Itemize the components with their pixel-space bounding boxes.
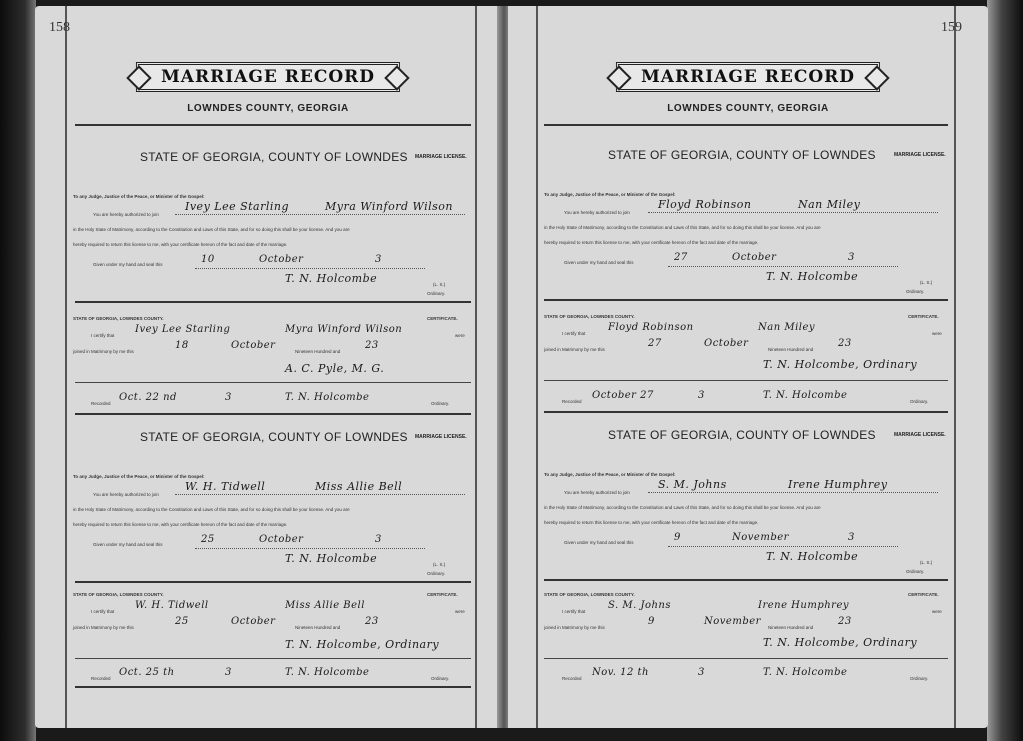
joined-day: 18 — [175, 340, 189, 351]
license-salutation: To any Judge, Justice of the Peace, or Minister of the Gospel: — [544, 472, 676, 477]
cert-bride: Irene Humphrey — [758, 600, 850, 611]
recorder-label: Ordinary. — [910, 399, 929, 404]
ordinary-label: Ordinary. — [427, 291, 446, 296]
groom-name: S. M. Johns — [658, 478, 727, 491]
authorized-text: You are hereby authorized to join — [93, 492, 159, 497]
date-line — [668, 254, 898, 267]
recorder-label: Ordinary. — [431, 676, 450, 681]
left-page — [35, 6, 501, 728]
recorded-year: 3 — [698, 667, 705, 678]
divider — [75, 413, 471, 415]
recorded-date: Oct. 25 th — [119, 667, 175, 678]
license-body-2: hereby required to return this license to me, with your certificate hereon of the fact and date of the marriage. — [544, 240, 759, 245]
divider — [75, 301, 471, 303]
bride-name: Myra Winford Wilson — [325, 200, 453, 213]
cert-heading: STATE OF GEORGIA, LOWNDES COUNTY. — [73, 316, 164, 321]
page-title: MARRIAGE RECORD — [640, 67, 856, 87]
cert-bride: Nan Miley — [758, 322, 816, 333]
page-margin-rule — [954, 6, 956, 728]
divider — [544, 579, 948, 581]
given-day: 10 — [201, 254, 215, 265]
officiant-signature: A. C. Pyle, M. G. — [285, 362, 385, 375]
bride-name: Nan Miley — [798, 198, 861, 211]
nineteen-text: Nineteen Hundred and — [295, 625, 341, 630]
ordinary-signature: T. N. Holcombe — [285, 272, 378, 285]
license-label: MARRIAGE LICENSE. — [894, 432, 946, 438]
given-month: October — [259, 534, 304, 545]
date-line — [195, 536, 425, 549]
recorder-label: Ordinary. — [431, 401, 450, 406]
license-heading: STATE OF GEORGIA, COUNTY OF LOWNDES — [140, 150, 408, 164]
joined-year: 23 — [365, 340, 379, 351]
were-text: were — [455, 609, 465, 614]
page-margin-rule — [65, 6, 67, 728]
cert-groom: W. H. Tidwell — [135, 600, 209, 611]
page-margin-rule — [475, 6, 477, 728]
ordinary-signature: T. N. Holcombe — [766, 270, 859, 283]
given-month: October — [259, 254, 304, 265]
authorized-text: You are hereby authorized to join — [93, 212, 159, 217]
given-month: November — [732, 532, 789, 543]
given-text: Given under my hand and seal this — [93, 542, 163, 547]
divider — [75, 382, 471, 383]
county-line: LOWNDES COUNTY, GEORGIA — [667, 103, 829, 114]
authorized-text: You are hereby authorized to join — [564, 210, 630, 215]
given-year: 3 — [848, 252, 855, 263]
certify-text: I certify that — [91, 609, 115, 614]
license-body-2: hereby required to return this license to me, with your certificate hereon of the fact and date of the marriage. — [544, 520, 759, 525]
joined-year: 23 — [838, 338, 852, 349]
joined-text: joined in Matrimony by me this — [73, 349, 134, 354]
joined-text: joined in Matrimony by me this — [544, 625, 605, 630]
joined-day: 27 — [648, 338, 662, 349]
cert-heading: STATE OF GEORGIA, LOWNDES COUNTY. — [73, 592, 164, 597]
cert-heading: STATE OF GEORGIA, LOWNDES COUNTY. — [544, 314, 635, 319]
nineteen-text: Nineteen Hundred and — [768, 347, 814, 352]
certify-text: I certify that — [91, 333, 115, 338]
given-month: October — [732, 252, 777, 263]
recorder-label: Ordinary. — [910, 676, 929, 681]
cert-bride: Myra Winford Wilson — [285, 324, 403, 335]
officiant-signature: T. N. Holcombe, Ordinary — [763, 358, 918, 371]
joined-month: October — [704, 338, 749, 349]
given-year: 3 — [375, 254, 382, 265]
recorder-signature: T. N. Holcombe — [763, 390, 848, 401]
joined-year: 23 — [365, 616, 379, 627]
were-text: were — [932, 609, 942, 614]
recorded-text: Recorded — [562, 399, 582, 404]
recorded-date: October 27 — [592, 390, 654, 401]
license-body: in the Holy State of Matrimony, according to the Constitution and Laws of this State, and for so doing this shall be your license. And you are — [544, 225, 821, 230]
ordinary-label: Ordinary. — [906, 289, 925, 294]
license-body: in the Holy State of Matrimony, according to the Constitution and Laws of this State, and for so doing this shall be your license. And you are — [544, 505, 821, 510]
cert-label: CERTIFICATE. — [908, 314, 939, 319]
groom-name: W. H. Tidwell — [185, 480, 266, 493]
date-line — [195, 256, 425, 269]
right-page — [508, 6, 988, 728]
were-text: were — [455, 333, 465, 338]
joined-year: 23 — [838, 616, 852, 627]
cert-label: CERTIFICATE. — [908, 592, 939, 597]
recorded-year: 3 — [225, 667, 232, 678]
license-salutation: To any Judge, Justice of the Peace, or Minister of the Gospel: — [73, 474, 205, 479]
joined-month: October — [231, 616, 276, 627]
ordinary-label: Ordinary. — [427, 571, 446, 576]
license-label: MARRIAGE LICENSE. — [415, 434, 467, 440]
ordinary-label: Ordinary. — [906, 569, 925, 574]
given-year: 3 — [848, 532, 855, 543]
license-label: MARRIAGE LICENSE. — [894, 152, 946, 158]
cert-heading: STATE OF GEORGIA, LOWNDES COUNTY. — [544, 592, 635, 597]
recorder-signature: T. N. Holcombe — [285, 392, 370, 403]
divider — [544, 658, 948, 659]
county-line: LOWNDES COUNTY, GEORGIA — [187, 103, 349, 114]
book-edge-left — [0, 0, 36, 741]
recorded-date: Oct. 22 nd — [119, 392, 177, 403]
joined-month: November — [704, 616, 761, 627]
ls-mark: (L. S.) — [920, 280, 933, 285]
officiant-signature: T. N. Holcombe, Ordinary — [763, 636, 918, 649]
joined-text: joined in Matrimony by me this — [73, 625, 134, 630]
license-label: MARRIAGE LICENSE. — [415, 154, 467, 160]
license-salutation: To any Judge, Justice of the Peace, or Minister of the Gospel: — [544, 192, 676, 197]
page-number: 158 — [49, 20, 70, 35]
recorded-text: Recorded — [91, 401, 111, 406]
divider — [75, 658, 471, 659]
given-text: Given under my hand and seal this — [564, 540, 634, 545]
recorder-signature: T. N. Holcombe — [763, 667, 848, 678]
page-margin-rule — [536, 6, 538, 728]
license-body: in the Holy State of Matrimony, according to the Constitution and Laws of this State, and for so doing this shall be your license. And you are — [73, 507, 350, 512]
cert-label: CERTIFICATE. — [427, 592, 458, 597]
license-heading: STATE OF GEORGIA, COUNTY OF LOWNDES — [140, 430, 408, 444]
recorded-year: 3 — [698, 390, 705, 401]
given-day: 9 — [674, 532, 681, 543]
groom-name: Ivey Lee Starling — [185, 200, 290, 213]
nineteen-text: Nineteen Hundred and — [295, 349, 341, 354]
were-text: were — [932, 331, 942, 336]
groom-name: Floyd Robinson — [658, 198, 752, 211]
license-body: in the Holy State of Matrimony, according to the Constitution and Laws of this State, and for so doing this shall be your license. And you are — [73, 227, 350, 232]
divider — [75, 581, 471, 583]
ordinary-signature: T. N. Holcombe — [766, 550, 859, 563]
joined-month: October — [231, 340, 276, 351]
officiant-signature: T. N. Holcombe, Ordinary — [285, 638, 440, 651]
cert-groom: S. M. Johns — [608, 600, 671, 611]
recorded-year: 3 — [225, 392, 232, 403]
recorder-signature: T. N. Holcombe — [285, 667, 370, 678]
divider — [544, 380, 948, 381]
date-line — [668, 534, 898, 547]
book-edge-right — [987, 0, 1023, 741]
page-number: 159 — [941, 20, 962, 35]
ordinary-signature: T. N. Holcombe — [285, 552, 378, 565]
ls-mark: (L. S.) — [433, 282, 446, 287]
license-heading: STATE OF GEORGIA, COUNTY OF LOWNDES — [608, 148, 876, 162]
given-text: Given under my hand and seal this — [93, 262, 163, 267]
joined-text: joined in Matrimony by me this — [544, 347, 605, 352]
given-year: 3 — [375, 534, 382, 545]
title-banner — [616, 62, 880, 92]
ls-mark: (L. S.) — [920, 560, 933, 565]
divider — [75, 686, 471, 688]
recorded-text: Recorded — [91, 676, 111, 681]
divider — [544, 124, 948, 126]
cert-bride: Miss Allie Bell — [285, 600, 365, 611]
license-body-2: hereby required to return this license to me, with your certificate hereon of the fact and date of the marriage. — [73, 242, 288, 247]
license-heading: STATE OF GEORGIA, COUNTY OF LOWNDES — [608, 428, 876, 442]
nineteen-text: Nineteen Hundred and — [768, 625, 814, 630]
license-salutation: To any Judge, Justice of the Peace, or Minister of the Gospel: — [73, 194, 205, 199]
divider — [75, 124, 471, 126]
bride-name: Irene Humphrey — [788, 478, 888, 491]
cert-groom: Floyd Robinson — [608, 322, 694, 333]
given-text: Given under my hand and seal this — [564, 260, 634, 265]
ls-mark: (L. S.) — [433, 562, 446, 567]
cert-groom: Ivey Lee Starling — [135, 324, 231, 335]
divider — [544, 299, 948, 301]
certify-text: I certify that — [562, 331, 586, 336]
given-day: 27 — [674, 252, 688, 263]
joined-day: 9 — [648, 616, 655, 627]
given-day: 25 — [201, 534, 215, 545]
bride-name: Miss Allie Bell — [315, 480, 403, 493]
cert-label: CERTIFICATE. — [427, 316, 458, 321]
authorized-text: You are hereby authorized to join — [564, 490, 630, 495]
certify-text: I certify that — [562, 609, 586, 614]
recorded-text: Recorded — [562, 676, 582, 681]
title-banner — [136, 62, 400, 92]
license-body-2: hereby required to return this license to me, with your certificate hereon of the fact and date of the marriage. — [73, 522, 288, 527]
joined-day: 25 — [175, 616, 189, 627]
recorded-date: Nov. 12 th — [592, 667, 649, 678]
divider — [544, 411, 948, 413]
page-title: MARRIAGE RECORD — [160, 67, 376, 87]
